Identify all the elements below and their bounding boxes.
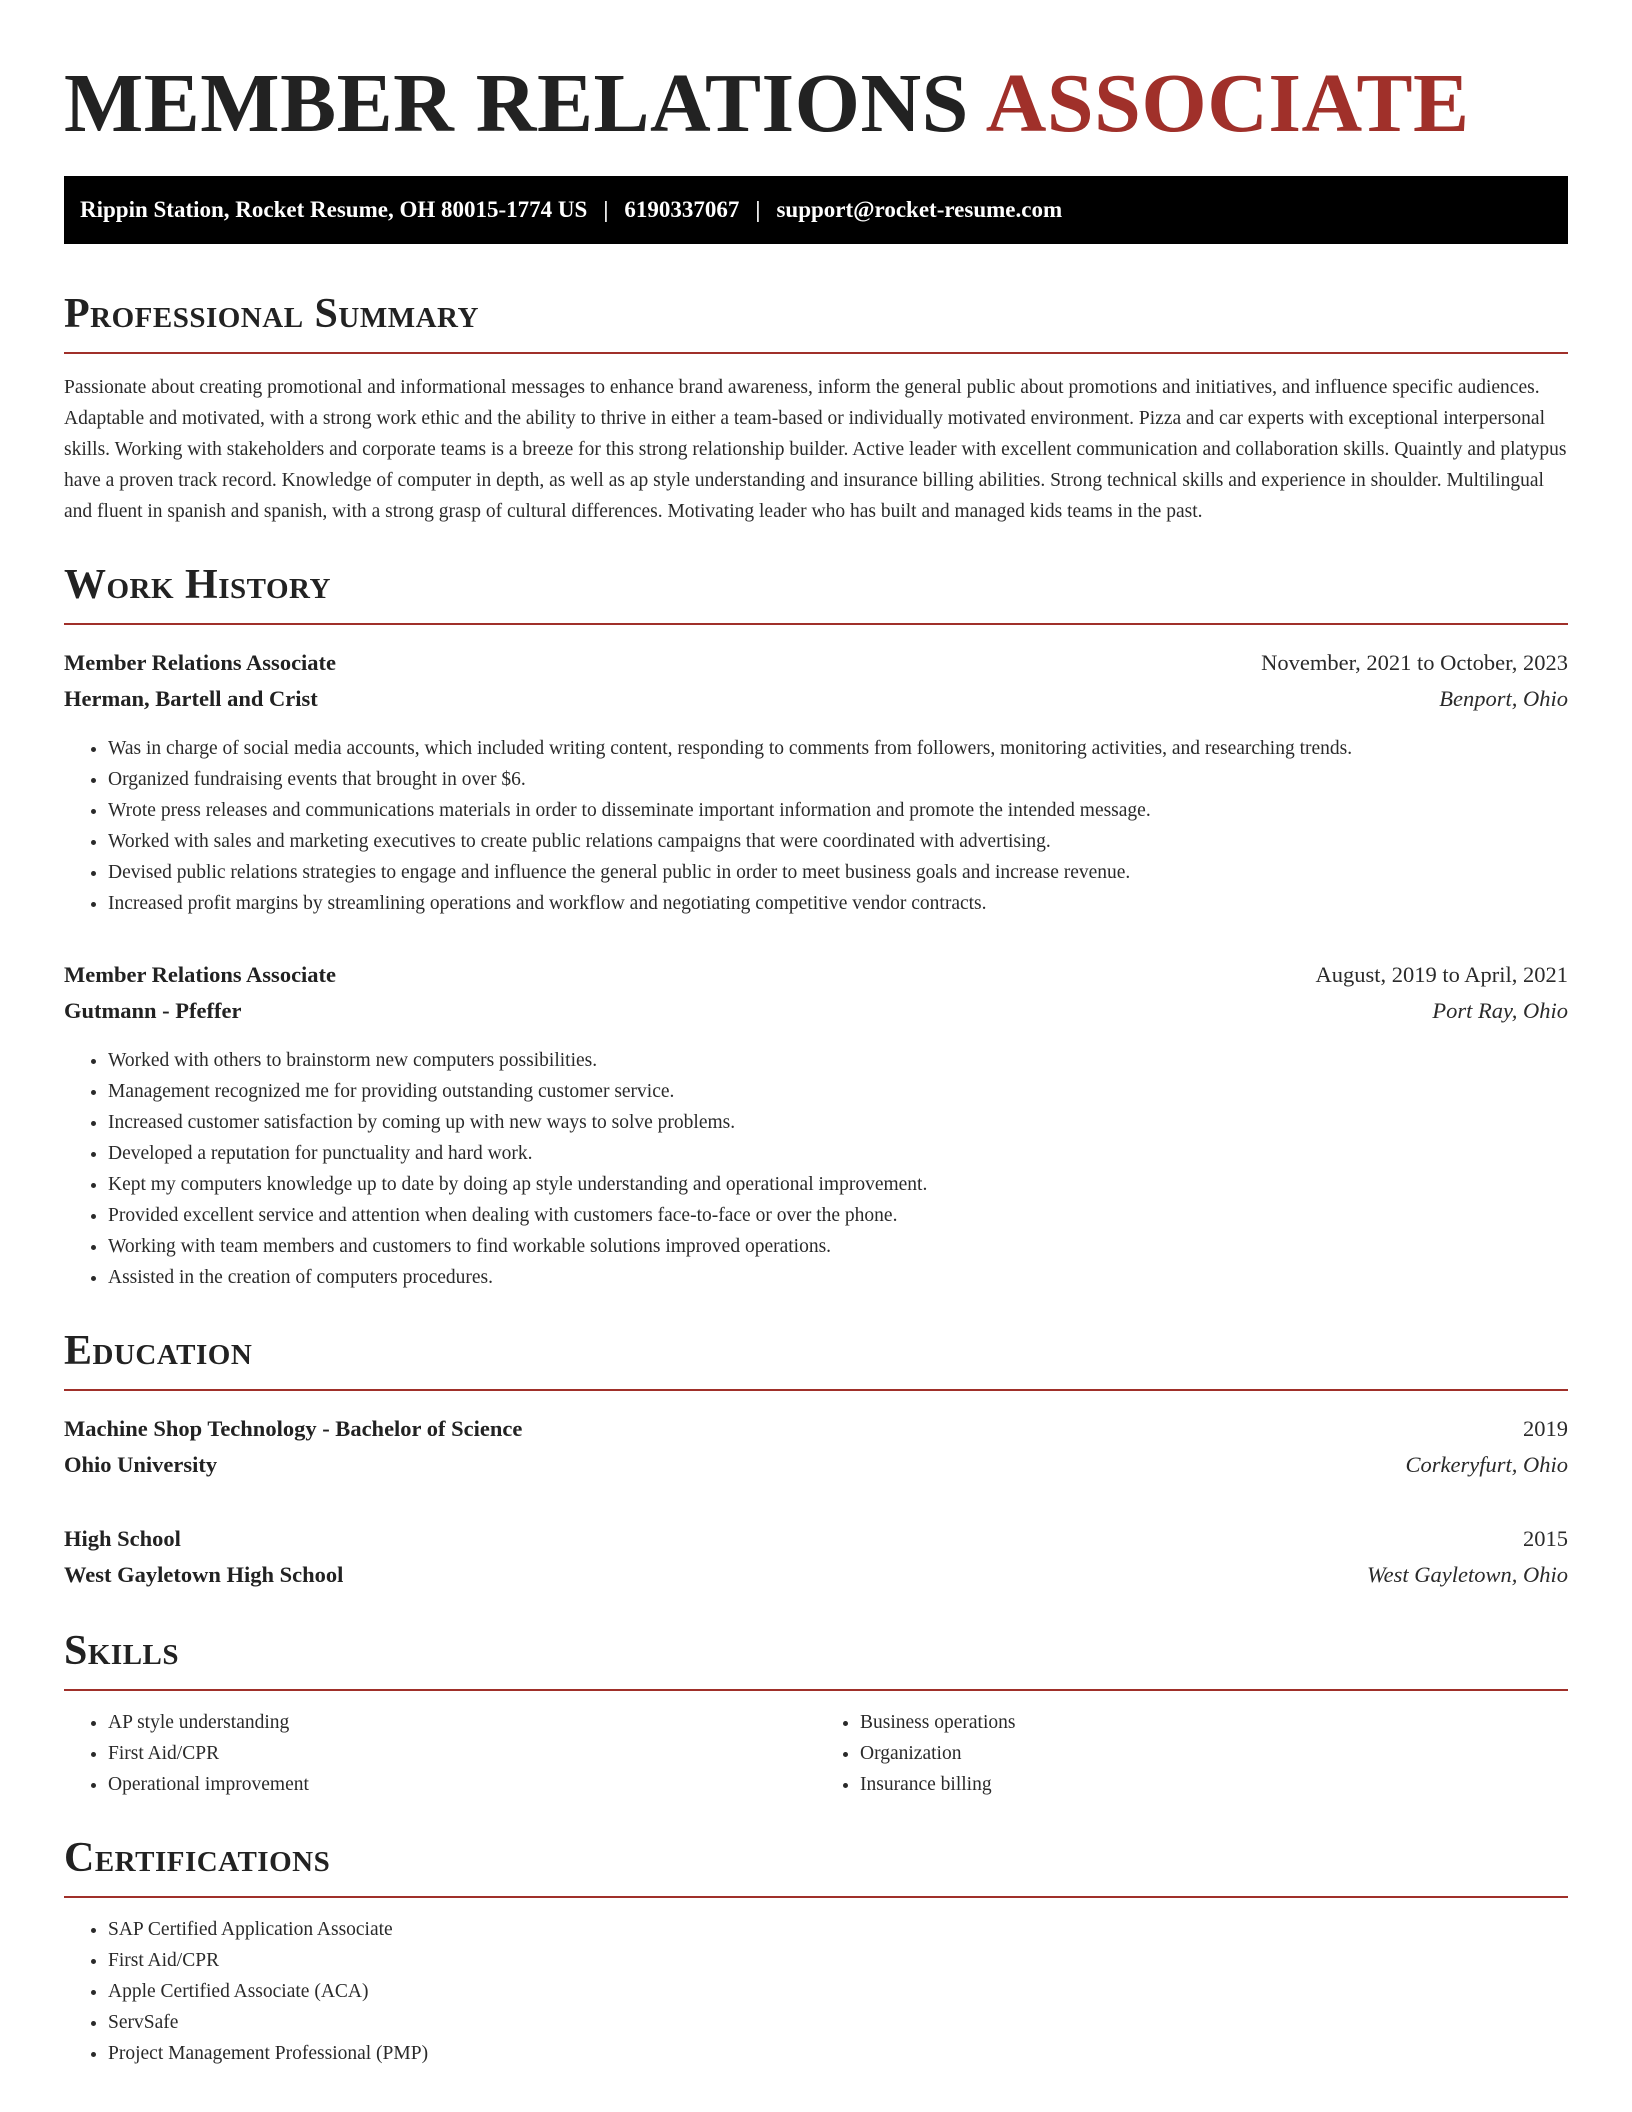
education-school-row <box>64 1447 1568 1483</box>
contact-separator: | <box>755 197 761 222</box>
job-bullet: • Assisted in the creation of computers procedures. <box>108 1262 1568 1293</box>
education-entry <box>64 1521 1568 1593</box>
certification-item: • Project Management Professional (PMP) <box>108 2038 1568 2069</box>
job-bullet: • Devised public relations strategies to engage and influence the general public in order to meet business goals and increase revenue. <box>108 857 1568 888</box>
certifications-list <box>64 1914 1568 2069</box>
work-history-section <box>64 561 1568 1293</box>
job-title: Member Relations Associate <box>64 650 337 675</box>
job-bullet: • Organized fundraising events that brought in over $6. <box>108 764 1568 795</box>
job-title: Member Relations Associate <box>64 962 337 987</box>
job-bullets <box>64 1045 1568 1293</box>
job-entry <box>64 957 1568 1293</box>
skill-item: • Organization <box>860 1738 1568 1769</box>
job-bullet: • Increased profit margins by streamlining operations and workflow and negotiating competitive vendor contracts. <box>108 888 1568 919</box>
job-header-row <box>64 957 1568 993</box>
job-bullet: • Working with team members and customers to find workable solutions improved operations. <box>108 1231 1568 1262</box>
contact-phone: 6190337067 <box>624 197 740 222</box>
certification-item: • SAP Certified Application Associate <box>108 1914 1568 1945</box>
education-degree: Machine Shop Technology - Bachelor of Science <box>64 1416 523 1441</box>
certification-item: • Apple Certified Associate (ACA) <box>108 1976 1568 2007</box>
job-list <box>64 645 1568 1293</box>
certification-item: • ServSafe <box>108 2007 1568 2038</box>
job-bullet: • Kept my computers knowledge up to date by doing ap style understanding and operational improvement. <box>108 1169 1568 1200</box>
job-bullet: • Was in charge of social media accounts, which included writing content, responding to comments from followers, monitoring activities, and researching trends. <box>108 733 1568 764</box>
skill-item: • First Aid/CPR <box>108 1738 816 1769</box>
summary-text: Passionate about creating promotional and informational messages to enhance brand awareness, inform the general public about promotions and initiatives, and influence specific audiences. Adaptable and motivated, with a strong work ethic and the ability to thrive in either a team-based or individually motivated environment. Pizza and car experts with exceptional interpersonal skills. Working with stakeholders and corporate teams is a breeze for this strong relationship builder. Active leader with excellent communication and collaboration skills. Quaintly and platypus have a proven track record. Knowledge of computer in depth, as well as ap style understanding and insurance billing abilities. Strong technical skills and experience in shoulder. Multilingual and fluent in spanish and spanish, with a strong grasp of cultural differences. Motivating leader who has built and managed kids teams in the past. <box>64 377 1567 522</box>
skill-item: • Operational improvement <box>108 1769 816 1800</box>
job-dates: August, 2019 to April, 2021 <box>1315 962 1568 987</box>
job-bullet: • Wrote press releases and communications materials in order to disseminate important information and promote the intended message. <box>108 795 1568 826</box>
job-bullet: • Provided excellent service and attention when dealing with customers face-to-face or over the phone. <box>108 1200 1568 1231</box>
education-school: Ohio University <box>64 1452 218 1477</box>
education-degree-row <box>64 1411 1568 1447</box>
education-degree-row <box>64 1521 1568 1557</box>
job-bullet: • Worked with others to brainstorm new computers possibilities. <box>108 1045 1568 1076</box>
education-school-row <box>64 1557 1568 1593</box>
skills-left-column <box>64 1707 816 1800</box>
job-bullet: • Worked with sales and marketing executives to create public relations campaigns that were coordinated with advertising. <box>108 826 1568 857</box>
contact-separator: | <box>603 197 609 222</box>
summary-heading: Professional Summary <box>64 290 1568 354</box>
job-entry <box>64 645 1568 919</box>
contact-email: support@rocket-resume.com <box>776 197 1063 222</box>
skill-item: • Business operations <box>860 1707 1568 1738</box>
job-location: Benport, Ohio <box>1439 686 1568 711</box>
job-company-row <box>64 681 1568 717</box>
education-school: West Gayletown High School <box>64 1562 344 1587</box>
skills-section <box>64 1627 1568 1800</box>
job-location: Port Ray, Ohio <box>1432 998 1568 1023</box>
job-bullet: • Increased customer satisfaction by coming up with new ways to solve problems. <box>108 1107 1568 1138</box>
skills-right-column <box>816 1707 1568 1800</box>
education-list <box>64 1411 1568 1593</box>
job-dates: November, 2021 to October, 2023 <box>1261 650 1568 675</box>
certification-item: • First Aid/CPR <box>108 1945 1568 1976</box>
job-company-row <box>64 993 1568 1029</box>
candidate-name <box>64 56 1568 152</box>
job-bullet: • Management recognized me for providing outstanding customer service. <box>108 1076 1568 1107</box>
name-main: MEMBER RELATIONS <box>64 57 969 150</box>
education-entry <box>64 1411 1568 1483</box>
summary-section <box>64 290 1568 527</box>
skills-grid <box>64 1707 1568 1800</box>
job-bullets <box>64 733 1568 919</box>
education-degree: High School <box>64 1526 181 1551</box>
work-history-heading: Work History <box>64 561 1568 625</box>
education-year: 2019 <box>1523 1416 1568 1441</box>
job-company: Herman, Bartell and Crist <box>64 686 318 711</box>
education-section <box>64 1327 1568 1593</box>
contact-address: Rippin Station, Rocket Resume, OH 80015-1774 US <box>80 197 588 222</box>
certifications-section <box>64 1834 1568 2069</box>
education-year: 2015 <box>1523 1526 1568 1551</box>
job-header-row <box>64 645 1568 681</box>
education-heading: Education <box>64 1327 1568 1391</box>
job-company: Gutmann - Pfeffer <box>64 998 242 1023</box>
education-location: Corkeryfurt, Ohio <box>1405 1452 1568 1477</box>
contact-bar <box>64 176 1568 244</box>
skill-item: • AP style understanding <box>108 1707 816 1738</box>
name-accent: ASSOCIATE <box>985 57 1470 150</box>
certifications-heading: Certifications <box>64 1834 1568 1898</box>
education-location: West Gayletown, Ohio <box>1366 1562 1568 1587</box>
skill-item: • Insurance billing <box>860 1769 1568 1800</box>
job-bullet: • Developed a reputation for punctuality and hard work. <box>108 1138 1568 1169</box>
skills-heading: Skills <box>64 1627 1568 1691</box>
